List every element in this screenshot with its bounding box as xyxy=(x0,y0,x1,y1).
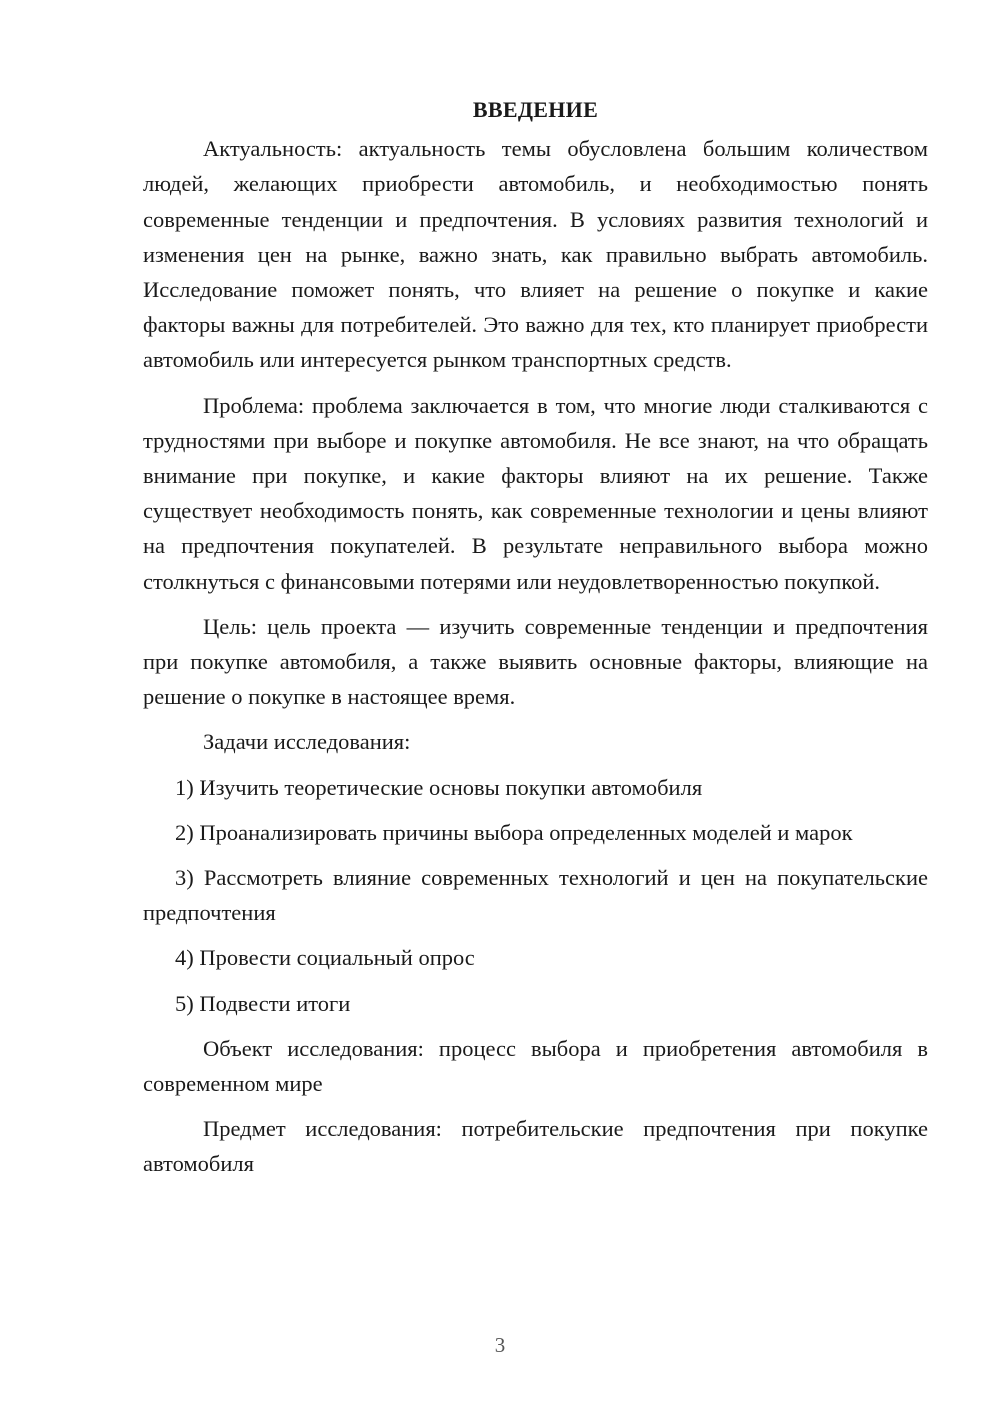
page-number: 3 xyxy=(494,1333,506,1357)
relevance-paragraph: Актуальность: актуальность темы обусловлена большим количеством людей, желающих приобрести автомобиль, и необходимостью понять современные тенденции и предпочтения. В условиях развития технологий и изменения цен на рынке, важно знать, как правильно выбрать автомобиль. Исследование поможет понять, что влияет на решение о покупке и какие факторы важны для потребителей. Это важно для тех, кто планирует приобрести автомобиль или интересуется рынком транспортных средств. xyxy=(143,136,928,373)
problem-paragraph: Проблема: проблема заключается в том, что многие люди сталкиваются с трудностями при выборе и покупке автомобиля. Не все знают, на что обращать внимание при покупке, и какие факторы влияют на их решение. Также существует необходимость понять, как современные технологии и цены влияют на предпочтения покупателей. В результате неправильного выбора можно столкнуться с финансовыми потерями или неудовлетворенностью покупкой. xyxy=(143,392,928,594)
subject-paragraph: Предмет исследования: потребительские предпочтения при покупке автомобиля xyxy=(143,1116,928,1177)
section-title: ВВЕДЕНИЕ xyxy=(472,97,599,122)
object-paragraph: Объект исследования: процесс выбора и приобретения автомобиля в современном мире xyxy=(143,1035,928,1097)
task-item-5: 5) Подвести итоги xyxy=(175,990,351,1016)
tasks-heading: Задачи исследования: xyxy=(203,729,411,755)
goal-paragraph: Цель: цель проекта — изучить современные тенденции и предпочтения при покупке автомобиля, а также выявить основные факторы, влияющие на решение о покупке в настоящее время. xyxy=(143,613,928,710)
task-item-1: 1) Изучить теоретические основы покупки автомобиля xyxy=(175,774,703,800)
task-item-3: 3) Рассмотреть влияние современных технологий и цен на покупательские предпочтения xyxy=(143,865,928,926)
document-body xyxy=(143,92,928,1192)
task-item-4: 4) Провести социальный опрос xyxy=(175,945,475,971)
task-item-2: 2) Проанализировать причины выбора определенных моделей и марок xyxy=(175,819,853,845)
